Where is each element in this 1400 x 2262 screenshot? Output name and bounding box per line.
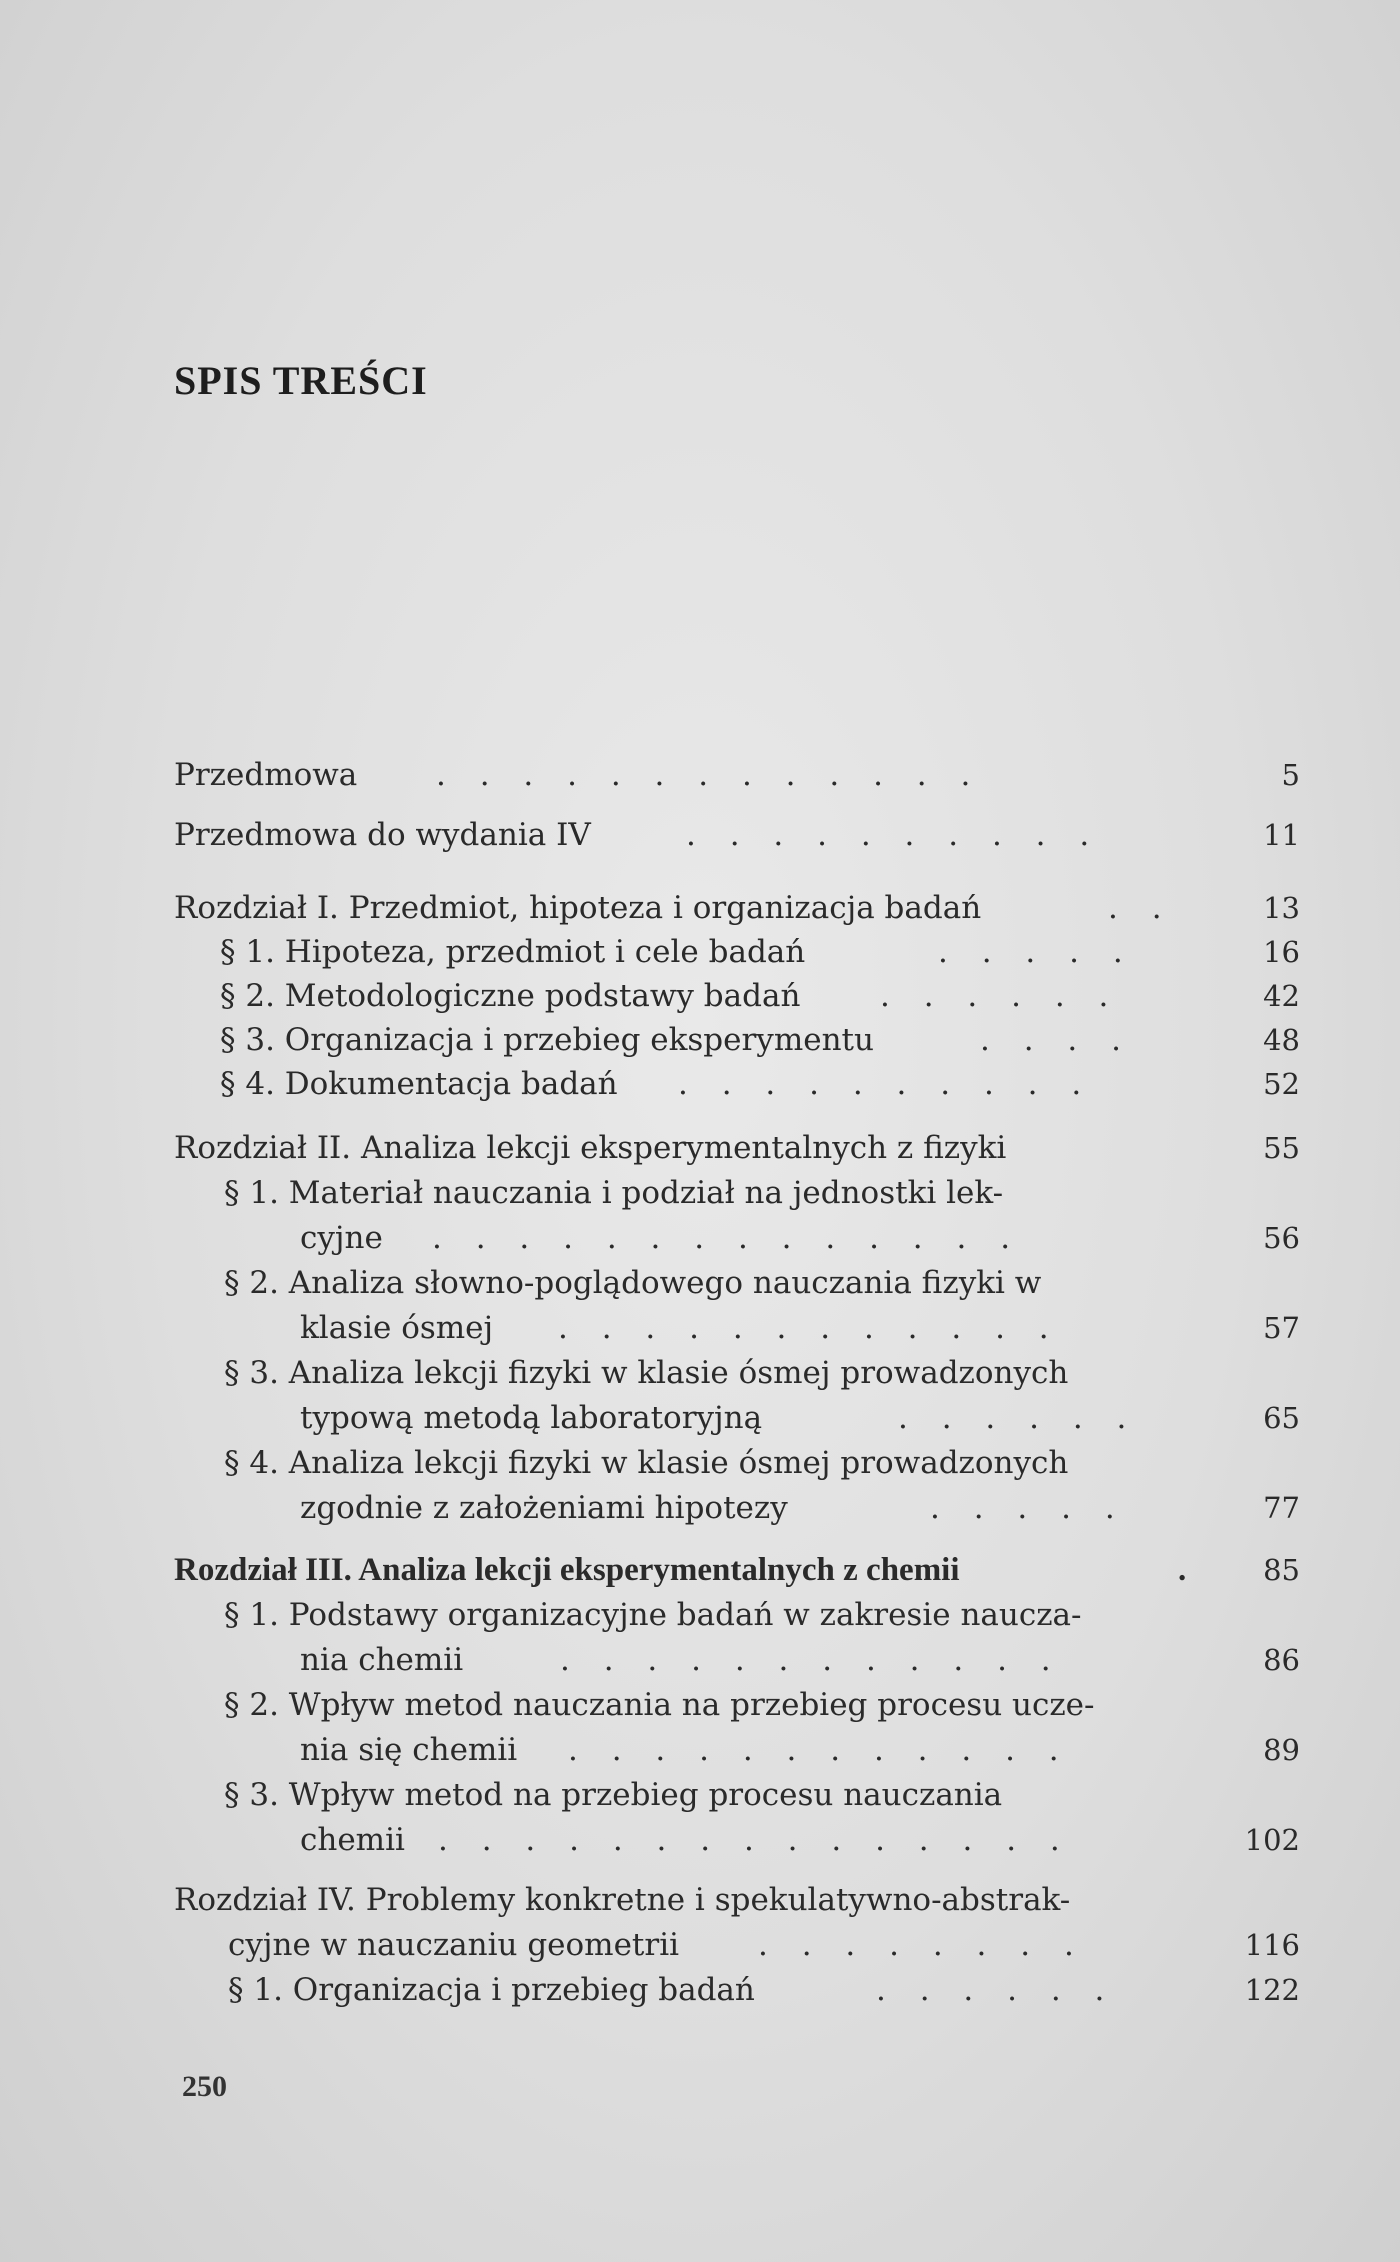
toc-leader-dots: . . . . . . . . . . . . . . .: [438, 1822, 1072, 1858]
toc-chapter-entry: [174, 888, 1174, 928]
toc-entry-text: Przedmowa do wydania IV: [174, 817, 591, 853]
toc-section-entry: [220, 1020, 1133, 1060]
toc-entry-text: chemii: [300, 1822, 405, 1858]
toc-page-number: 89: [1263, 1733, 1300, 1767]
toc-entry-text: § 4. Analiza lekcji fizyki w klasie ósmej prowadzonych: [224, 1445, 1069, 1481]
toc-page-number: 65: [1263, 1401, 1300, 1435]
toc-entry-text: § 4. Dokumentacja badań: [220, 1066, 618, 1102]
toc-section-entry: [224, 1775, 1002, 1815]
toc-section-continuation: [300, 1730, 1071, 1770]
toc-page-number: 86: [1263, 1643, 1300, 1677]
toc-section-entry: [224, 1173, 1003, 1213]
toc-entry-text: § 1. Podstawy organizacyjne badań w zakresie naucza-: [224, 1597, 1082, 1633]
toc-page-number: 52: [1263, 1067, 1300, 1101]
toc-page-number: 5: [1281, 758, 1300, 792]
toc-entry-text: § 3. Organizacja i przebieg eksperymentu: [220, 1022, 874, 1058]
toc-entry-text: § 2. Metodologiczne podstawy badań: [220, 978, 801, 1014]
toc-entry-text: § 2. Analiza słowno-poglądowego nauczania fizyki w: [224, 1265, 1042, 1301]
toc-page-number: 11: [1263, 818, 1300, 852]
toc-section-entry: [220, 932, 1135, 972]
toc-entry-text: § 1. Hipoteza, przedmiot i cele badań: [220, 934, 806, 970]
toc-leader-dots: . . . . . . . . . . . . .: [436, 757, 983, 793]
toc-leader-dots: . . . . . . . .: [758, 1927, 1086, 1963]
toc-leader-dots: . . . . . .: [880, 978, 1121, 1014]
toc-section-continuation: [300, 1308, 1061, 1348]
toc-entry-text: nia się chemii: [300, 1732, 518, 1768]
toc-section-entry: [224, 1685, 1095, 1725]
toc-section-continuation: [300, 1218, 1023, 1258]
toc-leader-dots: . . . . . . . . . .: [686, 817, 1102, 853]
toc-entry-text: typową metodą laboratoryjną: [300, 1400, 763, 1436]
toc-leader-dots: . . . . .: [938, 934, 1135, 970]
page-folio-number: 250: [182, 2070, 227, 2103]
toc-chapter-entry: [174, 1550, 1199, 1590]
toc-page-number: 55: [1263, 1131, 1300, 1165]
toc-section-entry: [224, 1443, 1068, 1483]
toc-leader-dots: . . . . .: [930, 1490, 1127, 1526]
toc-entry-text: § 2. Wpływ metod nauczania na przebieg procesu ucze-: [224, 1687, 1095, 1723]
toc-chapter-continuation: [228, 1925, 1086, 1965]
toc-entry: [174, 815, 1102, 855]
toc-section-entry: [224, 1353, 1068, 1393]
toc-leader-dots: . . . . . .: [876, 1972, 1117, 2008]
toc-entry-text: cyjne w nauczaniu geometrii: [228, 1927, 680, 1963]
toc-page-number: 122: [1244, 1973, 1300, 2007]
toc-leader-dots: . . . . . .: [898, 1400, 1139, 1436]
toc-leader-dots: . . . . . . . . . .: [678, 1066, 1094, 1102]
toc-section-continuation: [300, 1640, 1063, 1680]
toc-page-number: 77: [1263, 1491, 1300, 1525]
toc-entry-text: klasie ósmej: [300, 1310, 494, 1346]
toc-entry-text: Przedmowa: [174, 757, 358, 793]
toc-chapter-entry: [174, 1128, 1006, 1168]
toc-page-number: 48: [1263, 1023, 1300, 1057]
toc-page-number: 102: [1244, 1823, 1300, 1857]
toc-chapter-entry: [174, 1880, 1070, 1920]
toc-page-number: 57: [1263, 1311, 1300, 1345]
toc-leader-dots: . .: [1108, 890, 1174, 926]
toc-entry-text: Rozdział III. Analiza lekcji eksperymentalnych z chemii: [174, 1552, 960, 1588]
toc-entry-text: zgodnie z założeniami hipotezy: [300, 1490, 788, 1526]
toc-leader-dots: . . . .: [980, 1022, 1133, 1058]
toc-leader-dots: . . . . . . . . . . . . . .: [432, 1220, 1023, 1256]
toc-entry-text: Rozdział II. Analiza lekcji eksperymentalnych z fizyki: [174, 1130, 1007, 1166]
toc-section-entry: [224, 1263, 1041, 1303]
toc-leader-dots: . . . . . . . . . . . .: [558, 1310, 1061, 1346]
toc-page-number: 16: [1263, 935, 1300, 969]
page-title: SPIS TREŚCI: [174, 358, 428, 403]
toc-section-continuation: [300, 1488, 1127, 1528]
toc-entry-text: § 1. Organizacja i przebieg badań: [228, 1972, 755, 2008]
toc-entry: [174, 755, 983, 795]
toc-entry-text: Rozdział IV. Problemy konkretne i spekulatywno-abstrak-: [174, 1882, 1071, 1918]
toc-page-number: 85: [1263, 1553, 1300, 1587]
toc-leader-dots: .: [1178, 1552, 1199, 1588]
toc-entry-text: nia chemii: [300, 1642, 464, 1678]
toc-entry-text: cyjne: [300, 1220, 383, 1256]
toc-section-entry: [220, 976, 1121, 1016]
toc-section-continuation: [300, 1820, 1072, 1860]
toc-leader-dots: . . . . . . . . . . . .: [568, 1732, 1071, 1768]
toc-entry-text: Rozdział I. Przedmiot, hipoteza i organizacja badań: [174, 890, 982, 926]
toc-page-number: 13: [1263, 891, 1300, 925]
toc-section-entry: [220, 1064, 1094, 1104]
toc-page-number: 116: [1244, 1928, 1300, 1962]
toc-leader-dots: . . . . . . . . . . . .: [560, 1642, 1063, 1678]
toc-entry-text: § 3. Analiza lekcji fizyki w klasie ósmej prowadzonych: [224, 1355, 1069, 1391]
toc-page-number: 42: [1263, 979, 1300, 1013]
toc-section-continuation: [300, 1398, 1139, 1438]
toc-section-entry: [228, 1970, 1117, 2010]
toc-entry-text: § 1. Materiał nauczania i podział na jednostki lek-: [224, 1175, 1004, 1211]
toc-page-number: 56: [1263, 1221, 1300, 1255]
toc-entry-text: § 3. Wpływ metod na przebieg procesu nauczania: [224, 1777, 1003, 1813]
toc-section-entry: [224, 1595, 1082, 1635]
